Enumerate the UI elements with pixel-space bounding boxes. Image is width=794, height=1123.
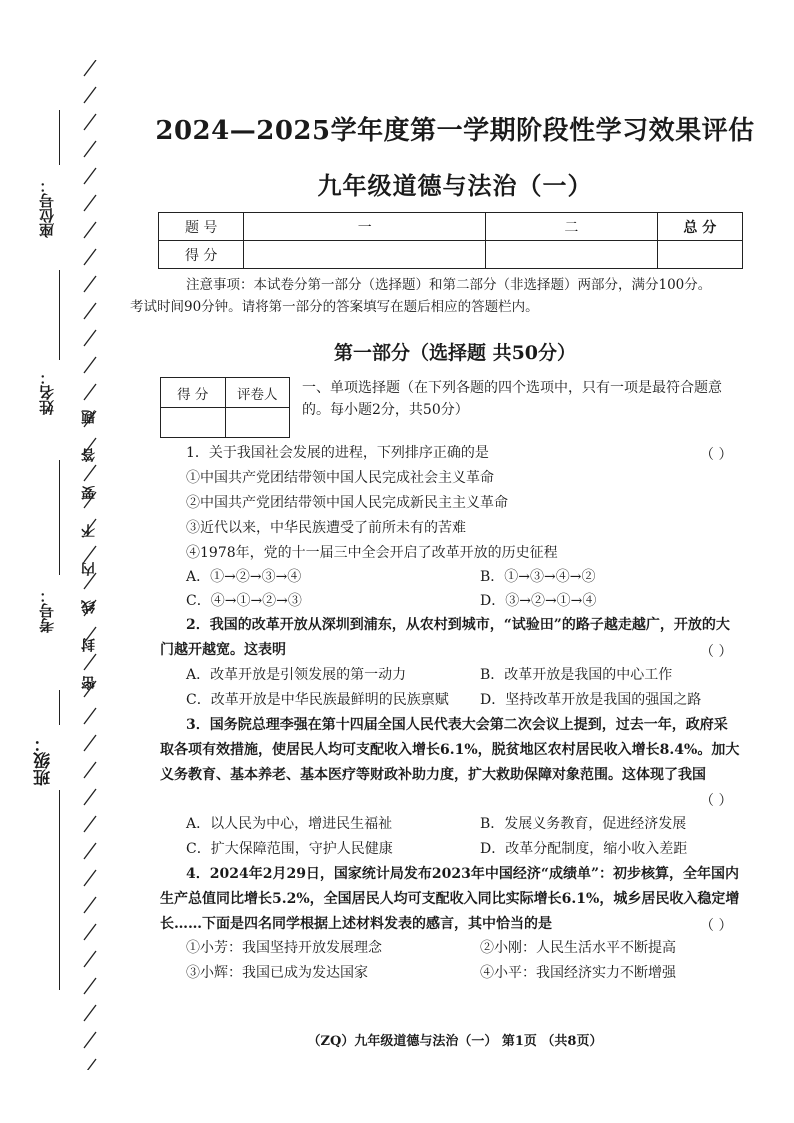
option[interactable]: ④小平：我国经济实力不断增强 [480,965,676,981]
grader-input-cell[interactable] [225,408,290,438]
name-fill-line [59,270,60,360]
score-table [158,212,743,269]
name-label: 姓名： [38,370,56,415]
option[interactable]: D．坚持改革开放是我国的强国之路 [480,692,702,708]
score-table-score-row [159,241,743,269]
question-stem: 取各项有效措施，使居民人均可支配收入增长6.1%，脱贫地区农村居民收入增长8.4%。加大 [160,742,740,758]
score-table-header-row [159,213,743,241]
question-stem: 长……下面是四名同学根据上述材料发表的感言，其中恰当的是 [160,916,552,932]
question-stem: 4．2024年2月29日，国家统计局发布2023年中国经济“成绩单”：初步核算，全年国内 [186,866,739,882]
score-input-cell[interactable] [486,241,658,269]
exam-no-fill-line [59,460,60,575]
section-line: 的。每小题2分，共50分） [302,402,469,418]
option[interactable]: C．改革开放是中华民族最鲜明的民族禀赋 [186,692,449,708]
answer-bracket[interactable]: （ ） [700,918,733,934]
grader-header: 评卷人 [225,378,290,408]
score-cell: 得 分 [159,241,244,269]
exam-no-label: 考号： [38,588,56,633]
option[interactable]: C．扩大保障范围，守护人民健康 [186,841,393,857]
option[interactable]: C．④→①→②→③ [186,593,302,609]
answer-bracket[interactable]: （ ） [700,644,733,660]
option[interactable]: ①小芳：我国坚持开放发展理念 [186,940,382,956]
seat-label: 座位号： [38,178,56,238]
seal-word: 线 [81,600,97,614]
class-fill-line-lower [59,790,60,990]
seal-word: 要 [81,486,97,500]
option[interactable]: A．以人民为中心，增进民生福祉 [186,816,393,832]
option[interactable]: D．③→②→①→④ [480,593,597,609]
answer-bracket[interactable]: （ ） [700,793,733,809]
page-footer: （ZQ）九年级道德与法治（一） 第1页 （共8页） [307,1034,603,1049]
part-title: 第一部分（选择题 共50分） [333,342,577,364]
statement-item: ①中国共产党团结带领中国人民完成社会主义革命 [186,470,494,486]
section-line: 一、单项选择题（在下列各题的四个选项中，只有一项是最符合题意 [302,380,722,396]
class-fill-line [59,690,60,725]
score-input-cell[interactable] [244,241,486,269]
grader-table [160,377,290,438]
seat-fill-line [59,110,60,165]
notice [130,274,760,318]
score-input-cell[interactable] [657,241,742,269]
score-cell: 总 分 [657,213,742,241]
class-label: 班级： [34,735,54,786]
question-stem: 义务教育、基本养老、基本医疗等财政补助力度，扩大救助保障对象范围。这体现了我国 [160,767,706,783]
statement-item: ③近代以来，中华民族遭受了前所未有的苦难 [186,520,466,536]
grader-input-cell[interactable] [161,408,226,438]
seal-word: 密 [81,676,97,690]
question-stem: 门越开越宽。这表明 [160,642,286,658]
notice-line: 注意事项：本试卷分第一部分（选择题）和第二部分（非选择题）两部分，满分100分。 [186,277,712,293]
exam-title: 2024—2025学年度第一学期阶段性学习效果评估 [155,116,755,146]
option[interactable]: D．改革分配制度，缩小收入差距 [480,841,688,857]
question-stem: 生产总值同比增长5.2%，全国居民人均可支配收入同比实际增长6.1%，城乡居民收入稳定增 [160,891,740,907]
score-cell: 一 [244,213,486,241]
exam-subtitle: 九年级道德与法治（一） [317,171,593,200]
question-stem: 1．关于我国社会发展的进程，下列排序正确的是 [186,445,489,461]
grader-header: 得 分 [161,378,226,408]
option[interactable]: A．①→②→③→④ [186,569,302,585]
answer-bracket[interactable]: （ ） [700,447,733,463]
question-stem: 2．我国的改革开放从深圳到浦东，从农村到城市，“试验田”的路子越走越广，开放的大 [186,617,730,633]
seal-word: 内 [81,562,97,576]
seal-word: 封 [81,638,97,652]
option[interactable]: B．①→③→④→② [480,569,596,585]
notice-line: 考试时间90分钟。请将第一部分的答案填写在题后相应的答题栏内。 [130,299,539,315]
seal-word: 答 [81,448,97,462]
seal-word: 不 [81,524,97,538]
option[interactable]: B．发展义务教育，促进经济发展 [480,816,687,832]
statement-item: ②中国共产党团结带领中国人民完成新民主主义革命 [186,495,508,511]
question-stem: 3．国务院总理李强在第十四届全国人民代表大会第二次会议上提到，过去一年，政府采 [186,717,728,733]
option[interactable]: ③小辉：我国已成为发达国家 [186,965,368,981]
option[interactable]: B．改革开放是我国的中心工作 [480,667,673,683]
statement-item: ④1978年，党的十一届三中全会开启了改革开放的历史征程 [186,545,558,561]
option[interactable]: ②小刚：人民生活水平不断提高 [480,940,676,956]
option[interactable]: A．改革开放是引领发展的第一动力 [186,667,407,683]
section-description [302,377,762,421]
score-cell: 二 [486,213,658,241]
seal-word: 题 [81,410,97,424]
score-cell: 题 号 [159,213,244,241]
